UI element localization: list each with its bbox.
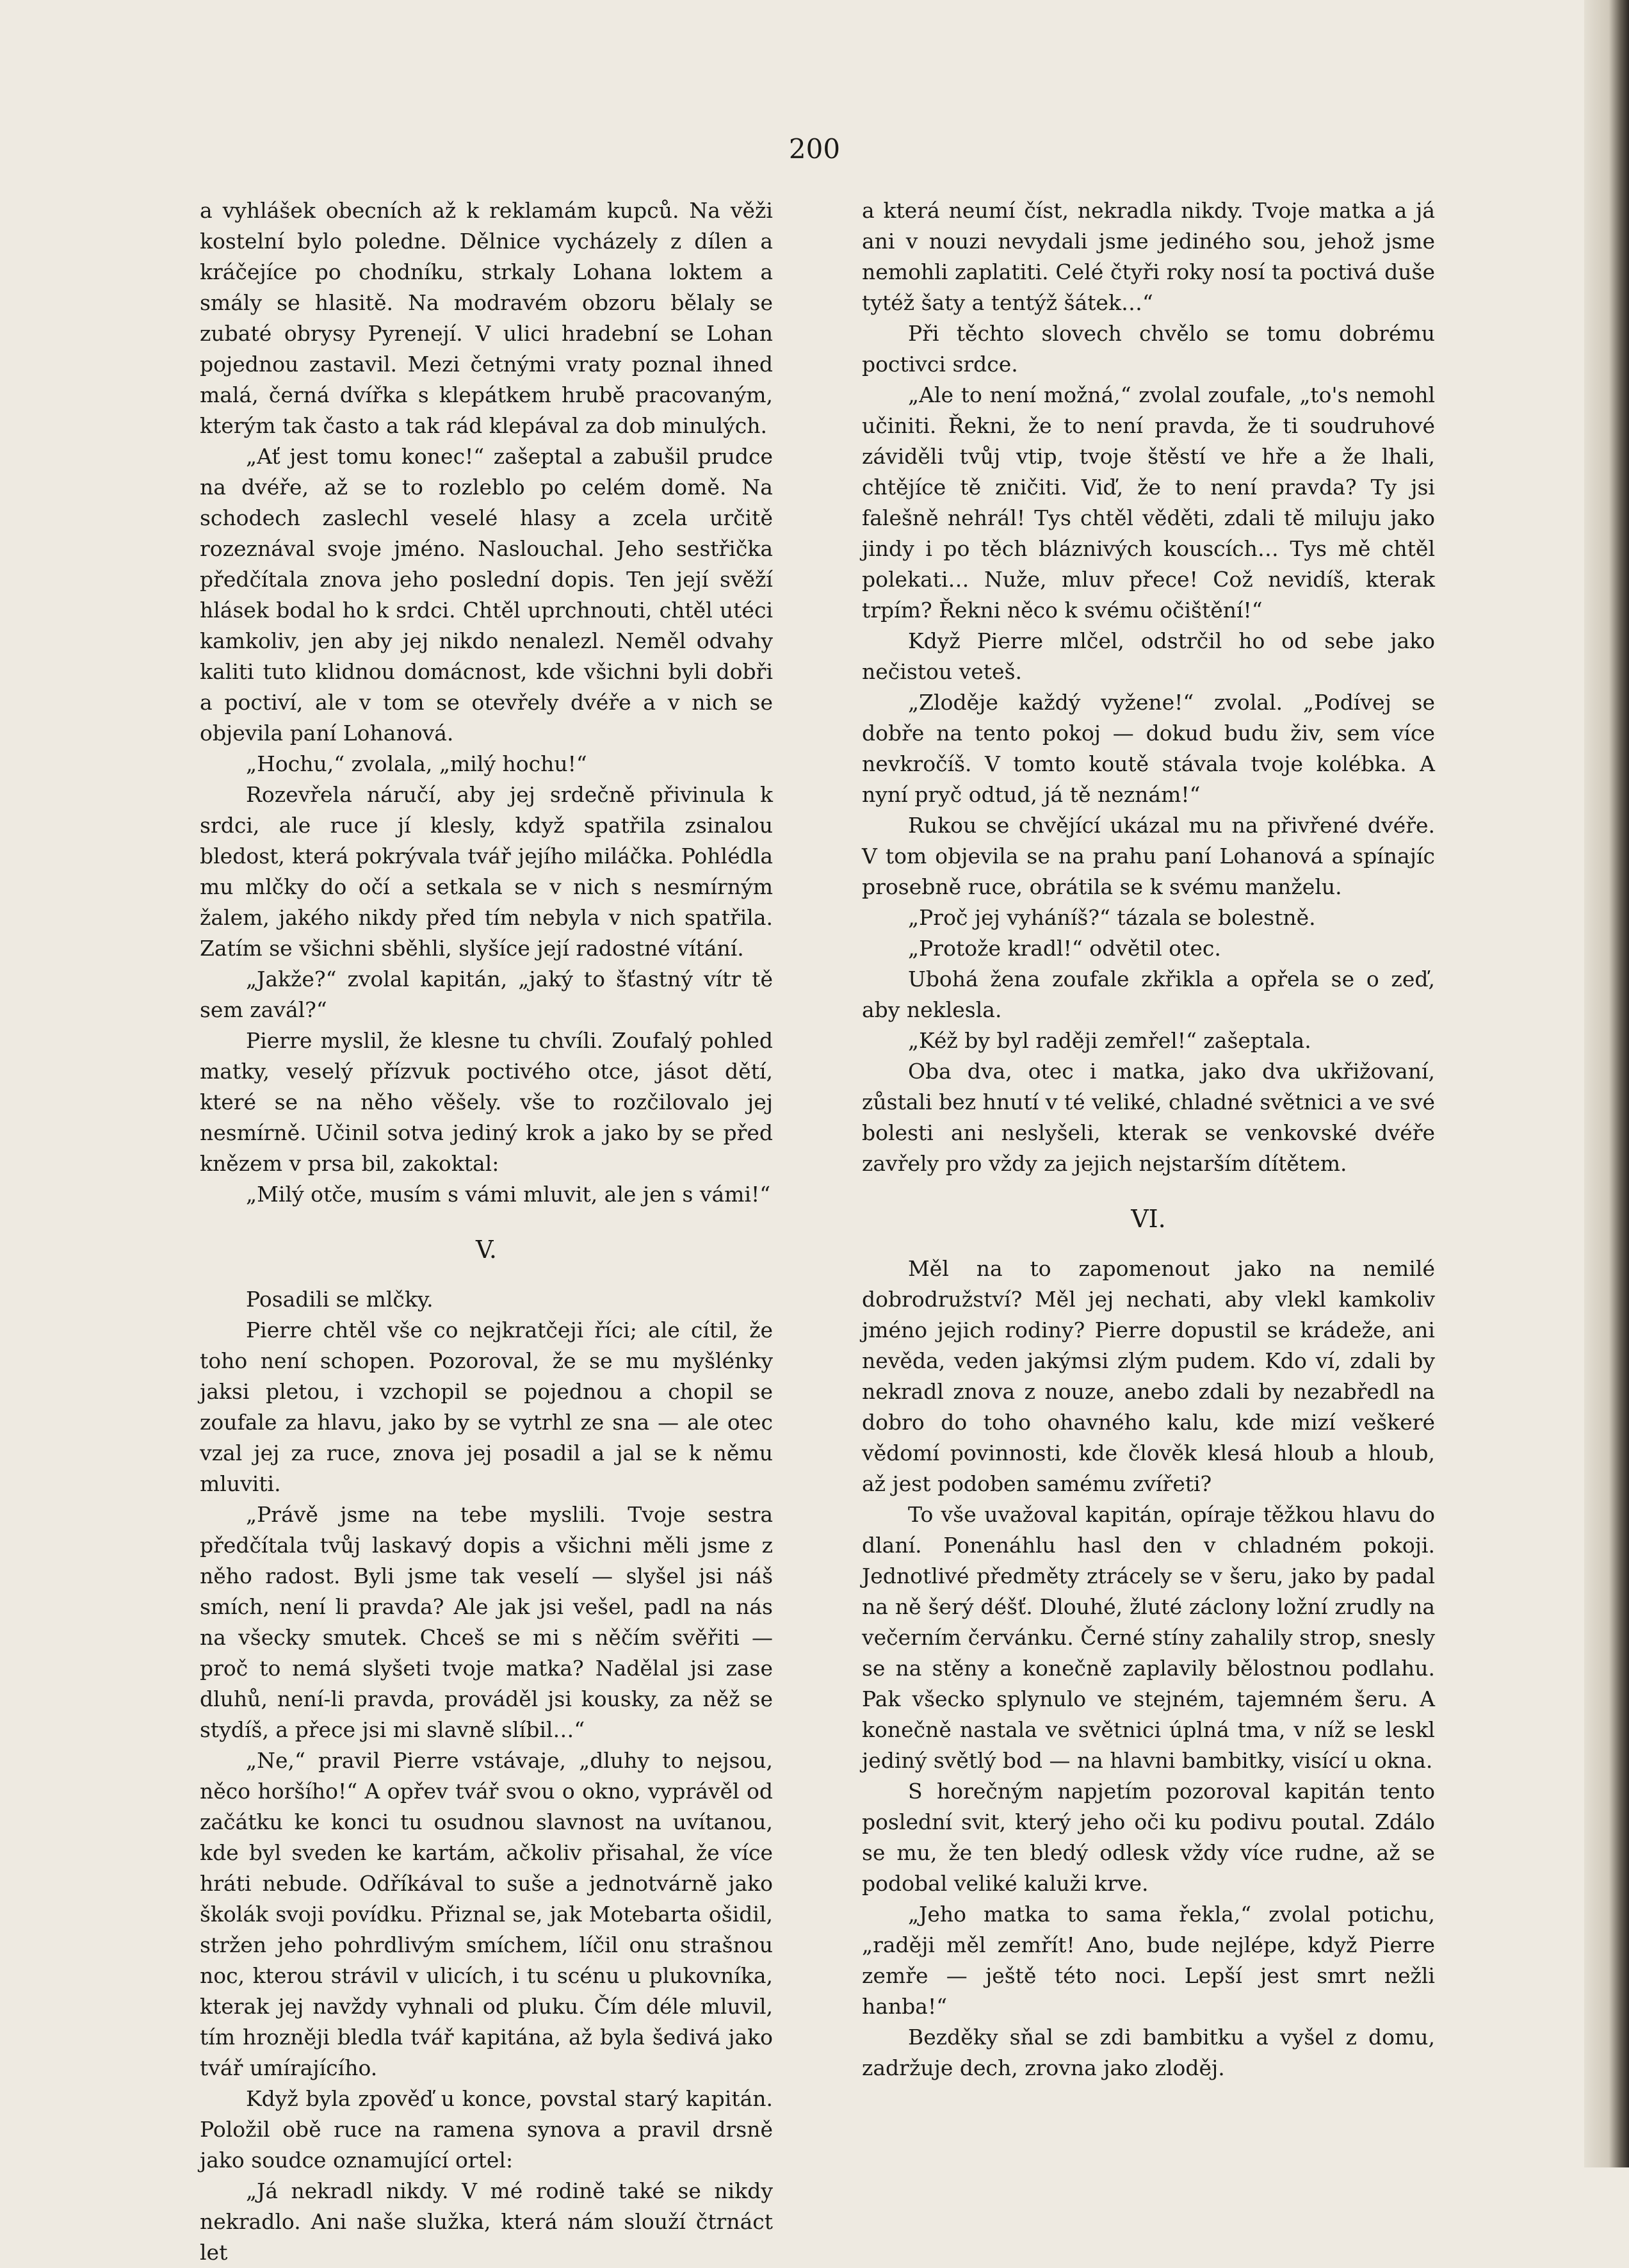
page-number: 200 [788, 133, 841, 165]
paragraph: „Proč jej vyháníš?“ tázala se bolestně. [908, 905, 1316, 930]
paragraph: Při těchto slovech chvělo se tomu dobrému poctivci srdce. [862, 321, 1435, 377]
paragraph: Rukou se chvějící ukázal mu na přivřené dvéře. V tom objevila se na prahu paní Lohanová a spínajíc prosebně ruce, obrátila se k svému manželu. [862, 813, 1435, 899]
paragraph: Pierre myslil, že klesne tu chvíli. Zoufalý pohled matky, veselý přízvuk poctivého otce, jásot dětí, které se na něho věšely. vše to rozčilovalo jej nesmírně. Učinil sotva jediný krok a jako by se před knězem v prsa bil, zakoktal: [200, 1028, 773, 1176]
paragraph: „Právě jsme na tebe myslili. Tvoje sestra předčítala tvůj laskavý dopis a všichni měli jsme z něho radost. Byli jsme tak veselí — slyšel jsi náš smích, není li pravda? Ale jak jsi vešel, padl na nás na všecky smutek. Chceš se mi s něčím svěřiti — proč to nemá slyšeti tvoje matka? Nadělal jsi zase dluhů, není-li pravda, prováděl jsi kousky, za něž se stydíš, a přece jsi mi slavně slíbil…“ [200, 1502, 773, 1742]
right-column [862, 195, 1435, 2084]
paragraph: Když byla zpověď u konce, povstal starý kapitán. Položil obě ruce na ramena synova a pravil drsně jako soudce oznamující ortel: [200, 2086, 773, 2173]
chapter-heading-v: V. [476, 1236, 497, 1264]
paragraph: Pierre chtěl vše co nejkratčeji říci; ale cítil, že toho není schopen. Pozoroval, že se mu myšlénky jaksi pletou, i vzchopil se pojednou a chopil se zoufale za hlavu, jako by se vytrhl ze sna — ale otec vzal jej za ruce, znova jej posadil a jal se k němu mluviti. [200, 1318, 773, 1496]
page-binding-edge [1584, 0, 1629, 2167]
paragraph: „Ale to není možná,“ zvolal zoufale, „to's nemohl učiniti. Řekni, že to není pravda, že ti soudruhové záviděli tvůj vtip, tvoje štěstí ve hře a že lhali, chtějíce tě zničiti. Viď, že to není pravda? Ty jsi falešně nehrál! Tys chtěl věděti, zdali tě miluju jako jindy i po těch bláznivých kouscích… Tys mě chtěl polekati… Nuže, mluv přece! Což nevidíš, kterak trpím? Řekni něco k svému očištění!“ [862, 382, 1435, 623]
paragraph: „Milý otče, musím s vámi mluvit, ale jen s vámi!“ [246, 1182, 771, 1207]
paragraph: „Ne,“ pravil Pierre vstávaje, „dluhy to nejsou, něco horšího!“ A opřev tvář svou o okno, vyprávěl od začátku ke konci tu osudnou slavnost na uvítanou, kde byl sveden ke kartám, ačkoliv přisahal, že více hráti nebude. Odříkával to suše a jednotvárně jako školák svoji povídku. Přiznal se, jak Motebarta ošidil, stržen jeho pohrdlivým smíchem, líčil onu strašnou noc, kterou strávil v ulicích, i tu scénu u plukovníka, kterak jej navždy vyhnali od pluku. Čím déle mluvil, tím hrozněji bledla tvář kapitána, až byla šedivá jako tvář umírajícího. [200, 1748, 773, 2080]
paragraph: „Jakže?“ zvolal kapitán, „jaký to šťastný vítr tě sem zavál?“ [200, 967, 773, 1022]
paragraph: Posadili se mlčky. [246, 1287, 434, 1312]
paragraph: a která neumí číst, nekradla nikdy. Tvoje matka a já ani v nouzi nevydali jsme jediného sou, jehož jsme nemohli zaplatiti. Celé čtyři roky nosí ta poctivá duše tytéž šaty a tentýž šátek…“ [862, 198, 1435, 315]
paragraph: „Protože kradl!“ odvětil otec. [908, 936, 1221, 961]
paragraph: Oba dva, otec i matka, jako dva ukřižovaní, zůstali bez hnutí v té veliké, chladné světnici a ve své bolesti ani neslyšeli, kterak se venkovské dvéře zavřely pro vždy za jejich nejstarším dítětem. [862, 1059, 1435, 1176]
paragraph: „Kéž by byl raději zemřel!“ zašeptala. [908, 1028, 1311, 1053]
paragraph: To vše uvažoval kapitán, opíraje těžkou hlavu do dlaní. Ponenáhlu hasl den v chladném pokoji. Jednotlivé předměty ztrácely se v šeru, jako by padal na ně šerý déšť. Dlouhé, žluté záclony ložní zrudly na večerním červánku. Černé stíny zahalily strop, snesly se na stěny a konečně zaplavily bělostnou podlahu. Pak všecko splynulo ve stejném, tajemném šeru. A konečně nastala ve světnici úplná tma, v níž se leskl jediný světlý bod — na hlavni bambitky, visící u okna. [862, 1502, 1435, 1773]
paragraph: „Jeho matka to sama řekla,“ zvolal potichu, „raději měl zemřít! Ano, bude nejlépe, když Pierre zemře — ještě této noci. Lepší jest smrt nežli hanba!“ [862, 1902, 1435, 2019]
paragraph: a vyhlášek obecních až k reklamám kupců. Na věži kostelní bylo poledne. Dělnice vycházely z dílen a kráčejíce po chodníku, strkaly Lohana loktem a smály se hlasitě. Na modravém obzoru bělaly se zubaté obrysy Pyrenejí. V ulici hradební se Lohan pojednou zastavil. Mezi četnými vraty poznal ihned malá, černá dvířka s klepátkem hrubě pracovaným, kterým tak často a tak rád klepával za dob minulých. [200, 198, 773, 438]
paragraph: Měl na to zapomenout jako na nemilé dobrodružství? Měl jej nechati, aby vlekl kamkoliv jméno jejich rodiny? Pierre dopustil se krádeže, ani nevěda, veden jakýmsi zlým pudem. Kdo ví, zdali by nekradl znova z nouze, anebo zdali by nezabředl na dobro do toho ohavného kalu, kde mizí veškeré vědomí povinnosti, kde člověk klesá hloub a hloub, až jest podoben samému zvířeti? [862, 1256, 1435, 1496]
paragraph: „Ať jest tomu konec!“ zašeptal a zabušil prudce na dvéře, až se to rozleblo po celém domě. Na schodech zaslechl veselé hlasy a zcela určitě rozeznával svoje jméno. Naslouchal. Jeho sestřička předčítala znova jeho poslední dopis. Ten její svěží hlásek bodal ho k srdci. Chtěl uprchnouti, chtěl utéci kamkoliv, jen aby jej nikdo nenalezl. Neměl odvahy kaliti tuto klidnou domácnost, kde všichni byli dobři a poctiví, ale v tom se otevřely dvéře a v nich se objevila paní Lohanová. [200, 444, 773, 746]
chapter-heading-vi: VI. [1131, 1205, 1166, 1233]
paragraph: Bezděky sňal se zdi bambitku a vyšel z domu, zadržuje dech, zrovna jako zloděj. [862, 2025, 1435, 2080]
left-column [200, 195, 773, 2268]
paragraph: „Já nekradl nikdy. V mé rodině také se nikdy nekradlo. Ani naše služka, která nám slouží čtrnáct let [200, 2178, 773, 2265]
paragraph: Ubohá žena zoufale zkřikla a opřela se o zeď, aby neklesla. [862, 967, 1435, 1022]
paragraph: „Hochu,“ zvolala, „milý hochu!“ [246, 751, 587, 776]
paragraph: „Zloděje každý vyžene!“ zvolal. „Podívej se dobře na tento pokoj — dokud budu živ, sem více nevkročíš. V tomto koutě stávala tvoje kolébka. A nyní pryč odtud, já tě neznám!“ [862, 690, 1435, 807]
paragraph: S horečným napjetím pozoroval kapitán tento poslední svit, který jeho oči ku podivu poutal. Zdálo se mu, že ten bledý odlesk vždy více rudne, až se podobal veliké kaluži krve. [862, 1779, 1435, 1896]
paragraph: Rozevřela náručí, aby jej srdečně přivinula k srdci, ale ruce jí klesly, když spatřila zsinalou bledost, která pokrývala tvář jejího miláčka. Pohlédla mu mlčky do očí a setkala se v nich s nesmírným žalem, jakého nikdy před tím nebyla v nich spatřila. Zatím se všichni sběhli, slyšíce její radostné vítání. [200, 782, 773, 961]
paragraph: Když Pierre mlčel, odstrčil ho od sebe jako nečistou veteš. [862, 628, 1435, 684]
